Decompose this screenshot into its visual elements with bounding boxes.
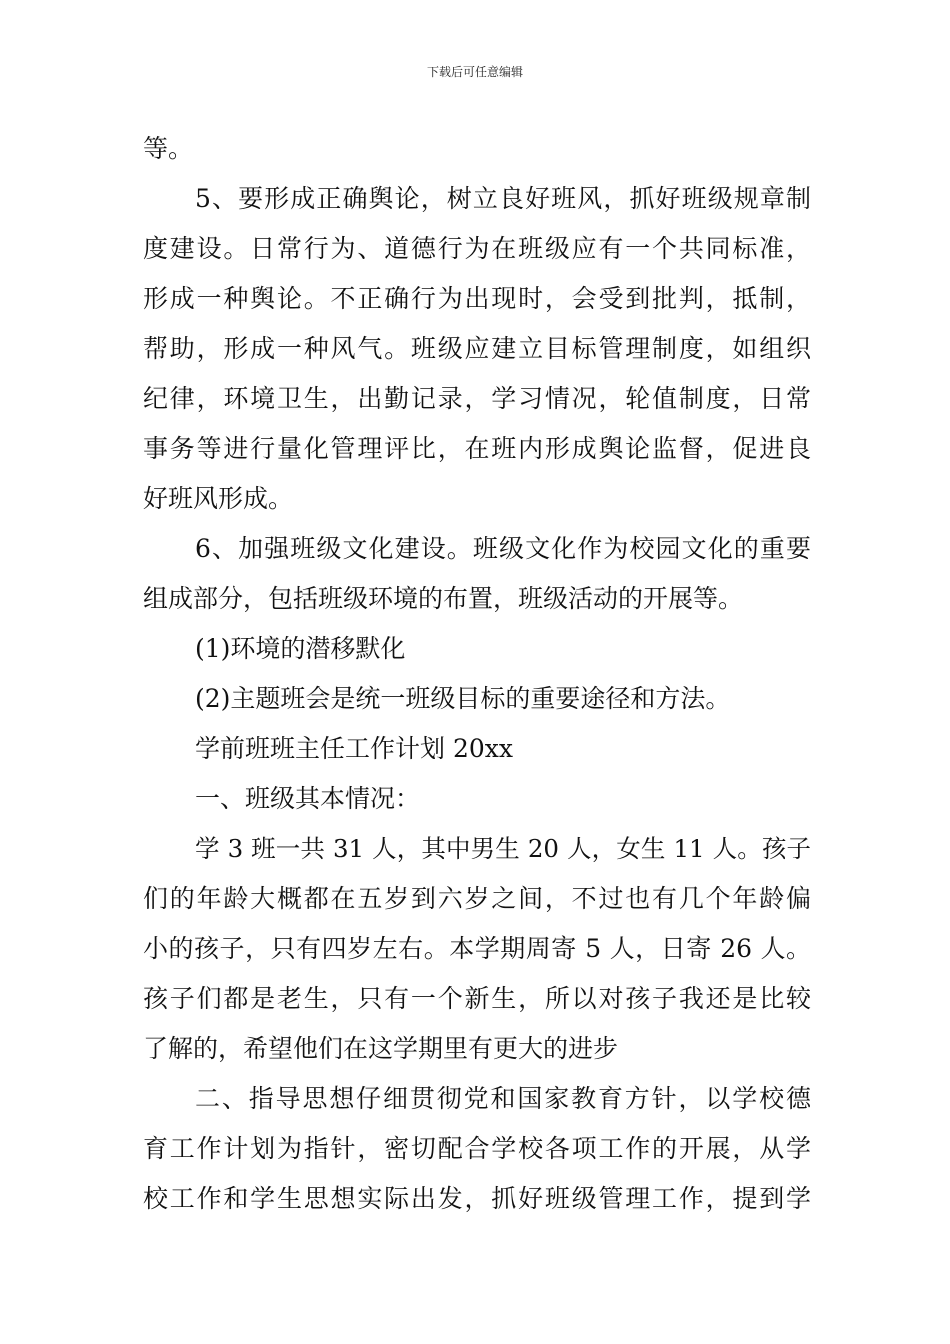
text-line: 事务等进行量化管理评比，在班内形成舆论监督，促进良 — [143, 434, 811, 463]
text-line: 等。 — [143, 134, 194, 163]
text-line: 小的孩子，只有四岁左右。本学期周寄 5 人，日寄 26 人。 — [143, 934, 811, 963]
text-line: 组成部分，包括班级环境的布置，班级活动的开展等。 — [143, 584, 744, 613]
page-header: 下载后可任意编辑 — [426, 65, 523, 79]
text-line: 好班风形成。 — [143, 484, 294, 513]
text-line: 二、指导思想仔细贯彻党和国家教育方针，以学校德 — [195, 1084, 811, 1113]
text-line: 们的年龄大概都在五岁到六岁之间，不过也有几个年龄偏 — [143, 884, 811, 913]
text-line: 形成一种舆论。不正确行为出现时，会受到批判，抵制， — [143, 284, 811, 313]
text-line: 育工作计划为指针，密切配合学校各项工作的开展，从学 — [143, 1134, 811, 1163]
text-line: 6、加强班级文化建设。班级文化作为校园文化的重要 — [195, 534, 811, 563]
section-heading: 一、班级其本情况： — [195, 784, 421, 813]
text-line: 度建设。日常行为、道德行为在班级应有一个共同标准， — [143, 234, 811, 263]
section-title: 学前班班主任工作计划 20xx — [195, 734, 513, 763]
text-line: (2)主题班会是统一班级目标的重要途径和方法。 — [195, 684, 731, 713]
text-line: 5、要形成正确舆论，树立良好班风，抓好班级规章制 — [195, 184, 811, 213]
text-line: (1)环境的潜移默化 — [195, 634, 406, 663]
text-line: 孩子们都是老生，只有一个新生，所以对孩子我还是比较 — [143, 984, 811, 1013]
text-line: 学 3 班一共 31 人，其中男生 20 人，女生 11 人。孩子 — [195, 834, 811, 863]
text-line: 纪律，环境卫生，出勤记录，学习情况，轮值制度，日常 — [143, 384, 811, 413]
text-line: 校工作和学生思想实际出发，抓好班级管理工作，提到学 — [143, 1184, 811, 1213]
text-line: 帮助，形成一种风气。班级应建立目标管理制度，如组织 — [143, 334, 811, 363]
document-body — [143, 124, 811, 1224]
text-line: 了解的，希望他们在这学期里有更大的进步 — [143, 1034, 619, 1063]
